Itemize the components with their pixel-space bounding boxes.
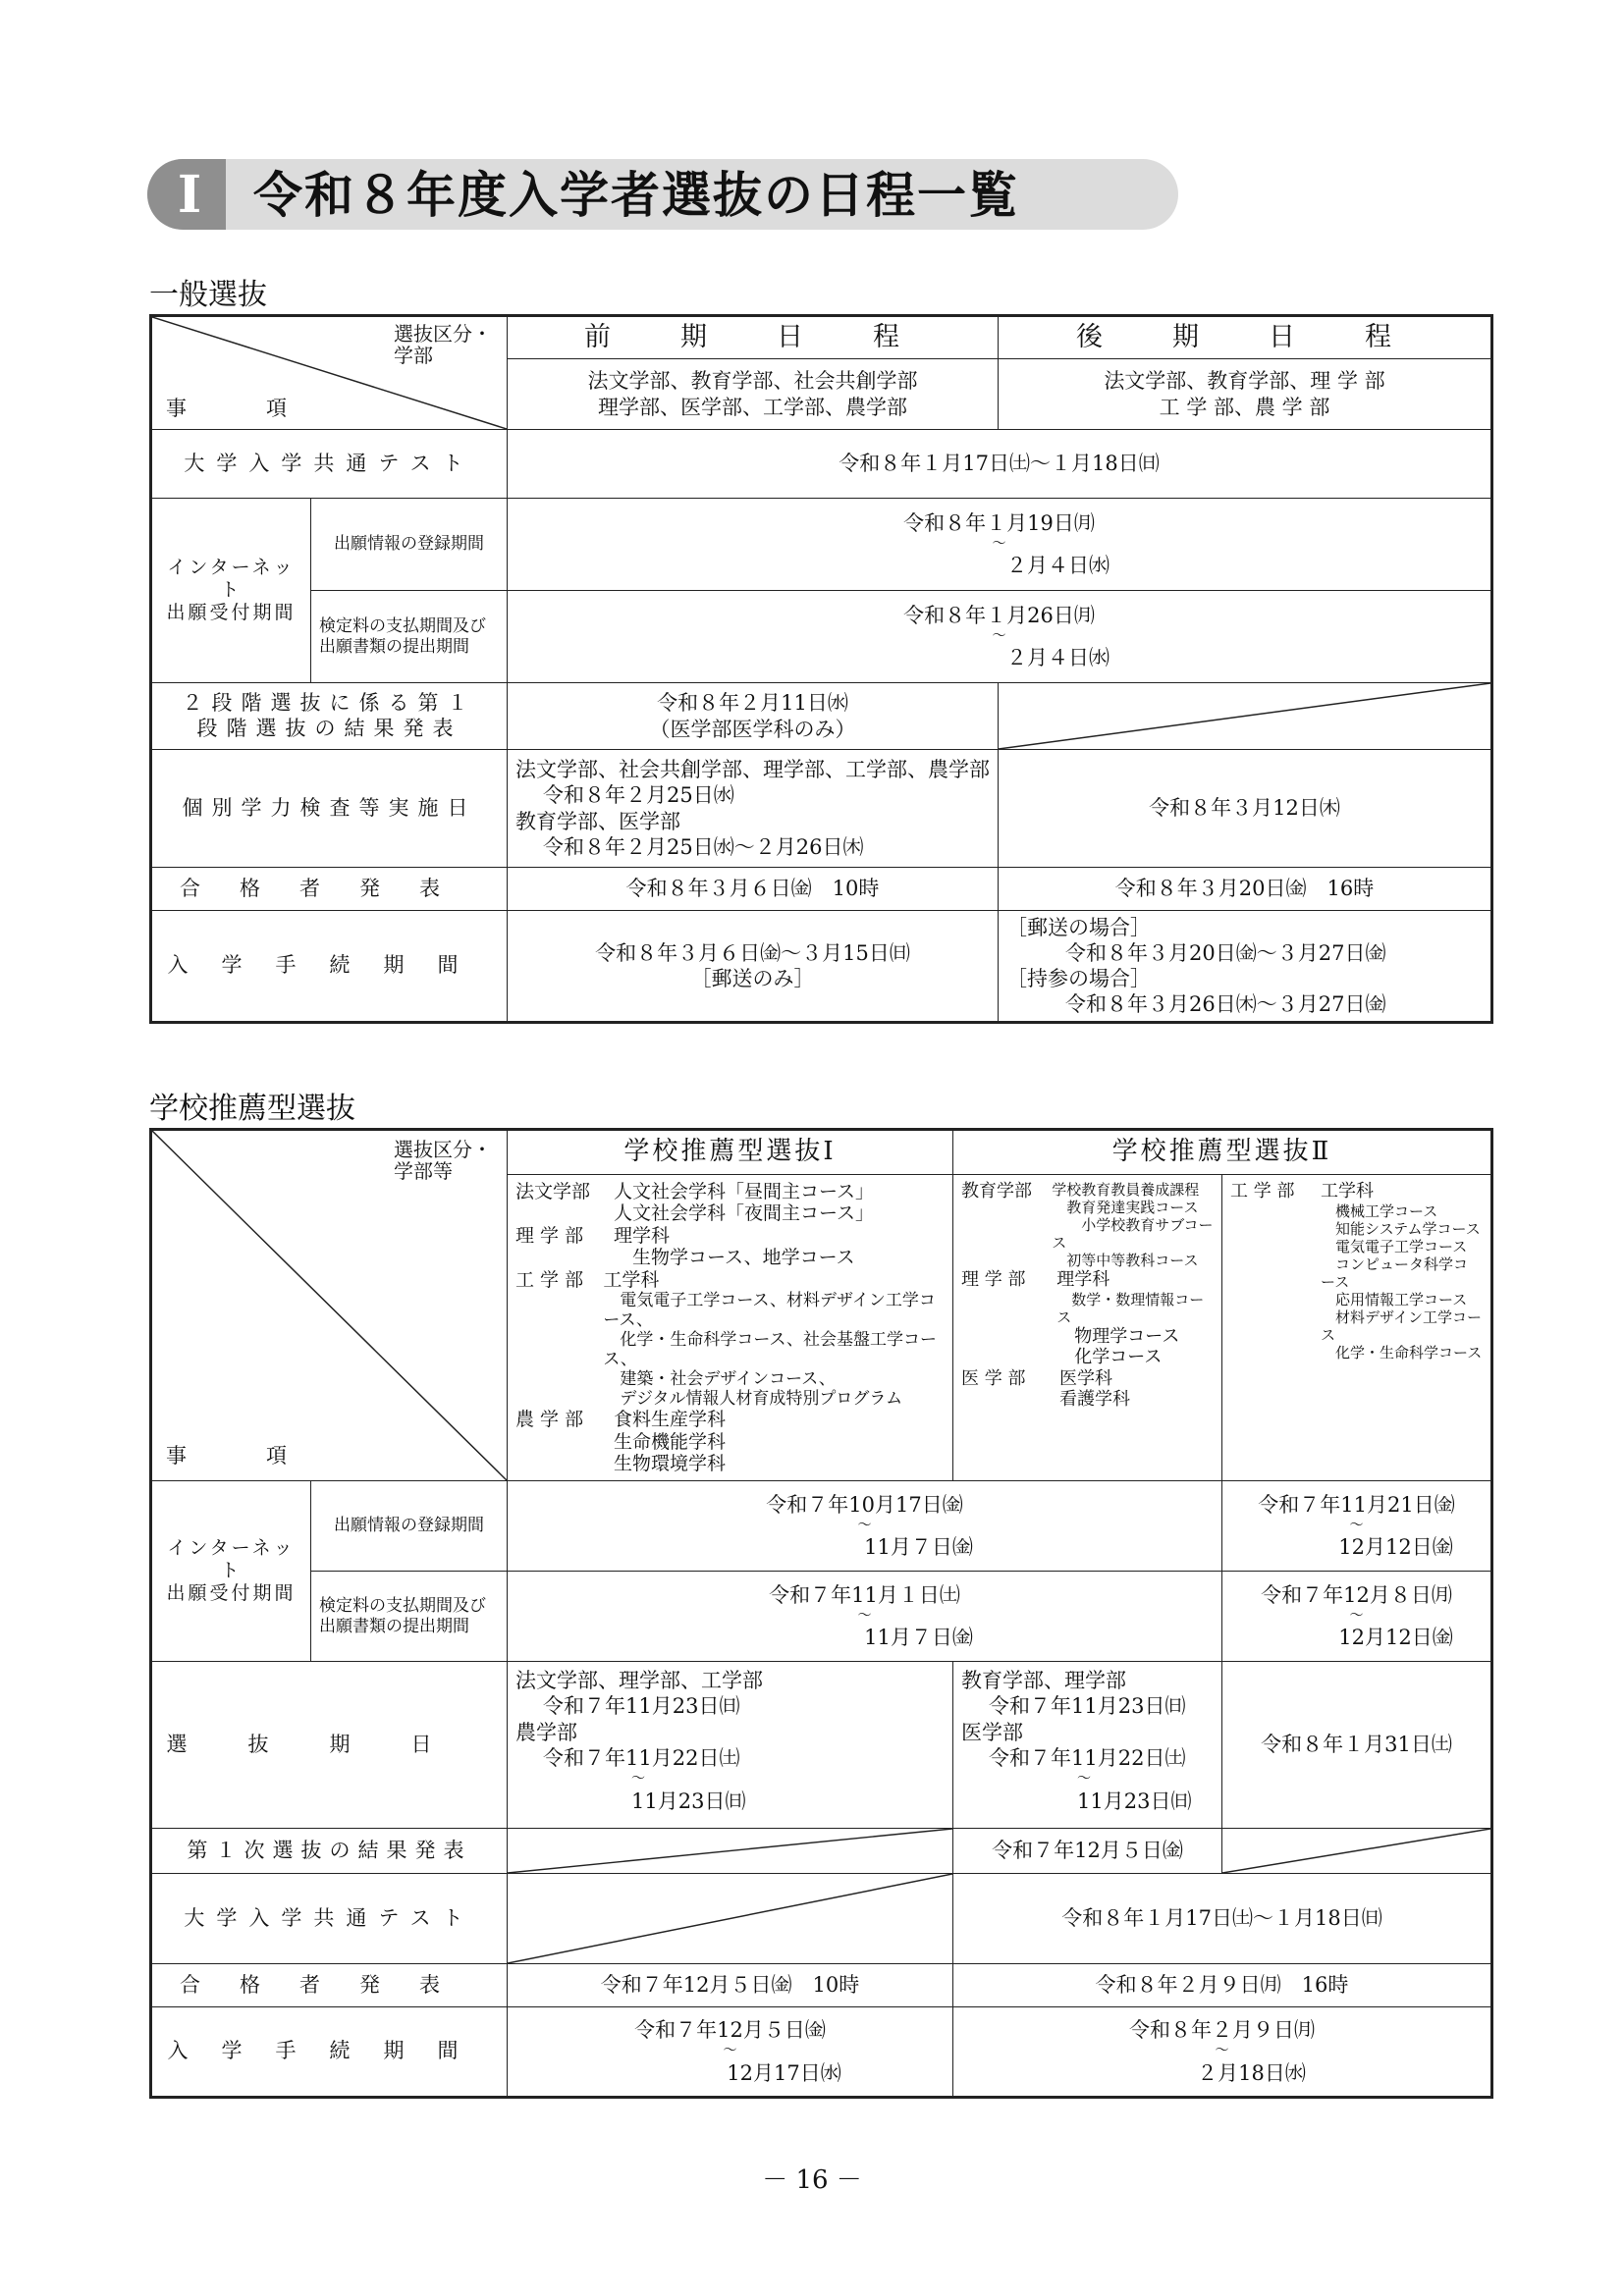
common-test-date: 令和８年１月17日㈯～１月18日㈰ — [508, 430, 1492, 499]
back-faculties: 法文学部、教育学部、理 学 部 工 学 部、農 学 部 — [999, 359, 1492, 430]
row-label-pass: 合格者発表 — [151, 868, 508, 911]
row-label-enroll: 入学手続期間 — [151, 911, 508, 1023]
school-enroll-2: 令和８年２月９日㈪ ～ ２月18日㈬ — [953, 2007, 1492, 2098]
school-pass-1: 令和７年12月５日㈮ 10時 — [508, 1964, 953, 2007]
school-enroll-1: 令和７年12月５日㈮ ～ 12月17日㈬ — [508, 2007, 953, 2098]
school-row-label-first-stage: 第１次選抜の結果発表 — [151, 1829, 508, 1874]
section-title-general: 一般選抜 — [149, 278, 267, 312]
row-label-fee: 検定料の支払期間及び 出願書類の提出期間 — [311, 591, 508, 683]
row-label-exam: 個別学力検査等実施日 — [151, 750, 508, 868]
fee-period: 令和８年１月26日㈪ ～ ２月４日㈬ — [508, 591, 1492, 683]
corner-label-category: 選抜区分・ 学部 — [394, 322, 492, 367]
school-common-test-2: 令和８年１月17日㈯～１月18日㈰ — [953, 1874, 1492, 1964]
school-first-stage-2a: 令和７年12月５日㈮ — [953, 1829, 1222, 1874]
school-row-label-select: 選抜期日 — [151, 1662, 508, 1829]
corner-label-item-school: 事 項 — [166, 1443, 316, 1468]
school-first-stage-1-empty — [508, 1829, 953, 1874]
school-first-stage-2b-empty — [1222, 1829, 1492, 1874]
row-label-two-stage: ２段階選抜に係る第１ 段階選抜の結果発表 — [151, 683, 508, 750]
exam-back: 令和８年３月12日㈭ — [999, 750, 1492, 868]
school-schedule-table — [149, 1128, 1493, 2099]
table-corner-header — [151, 316, 508, 430]
enroll-front: 令和８年３月６日㈮～３月15日㈰ ［郵送のみ］ — [508, 911, 999, 1023]
row-label-registration: 出願情報の登録期間 — [311, 499, 508, 591]
school-select-2a: 教育学部、理学部 令和７年11月23日㈰ 医学部 令和７年11月22日㈯ ～ 11月23日㈰ — [953, 1662, 1222, 1829]
pass-back: 令和８年３月20日㈮ 16時 — [999, 868, 1492, 911]
school-fee-2: 令和７年12月８日㈪ ～ 12月12日㈮ — [1222, 1572, 1492, 1662]
school-row-label-fee: 検定料の支払期間及び 出願書類の提出期間 — [311, 1572, 508, 1662]
enroll-back: ［郵送の場合］ 令和８年３月20日㈮～３月27日㈮ ［持参の場合］ 令和８年３月26日㈭～３月27日㈮ — [999, 911, 1492, 1023]
school-row-label-enroll: 入学手続期間 — [151, 2007, 508, 2098]
table-corner-header-school — [151, 1130, 508, 1481]
pass-front: 令和８年３月６日㈮ 10時 — [508, 868, 999, 911]
school-select-1: 法文学部、理学部、工学部 令和７年11月23日㈰ 農学部 令和７年11月22日㈯ ～ 11月23日㈰ — [508, 1662, 953, 1829]
school-row-label-pass: 合格者発表 — [151, 1964, 508, 2007]
school-row-label-internet: インターネット 出願受付期間 — [151, 1481, 311, 1662]
section-title-school: 学校推薦型選抜 — [149, 1092, 355, 1126]
type2-faculties-a: 教育学部 学校教育教員養成課程 教育発達実践コース 小学校教育サブコース 初等中等教科コース 理 学 部 理学科 数学・数理情報コース 物理学コース 化学コース 医 学 部 医学科 看護学科 — [953, 1175, 1222, 1481]
school-registration-1: 令和７年10月17日㈮ ～ 11月７日㈮ — [508, 1481, 1222, 1572]
column-header-back: 後 期 日 程 — [999, 316, 1492, 359]
school-row-label-registration: 出願情報の登録期間 — [311, 1481, 508, 1572]
school-registration-2: 令和７年11月21日㈮ ～ 12月12日㈮ — [1222, 1481, 1492, 1572]
school-select-2b: 令和８年１月31日㈯ — [1222, 1662, 1492, 1829]
school-fee-1: 令和７年11月１日㈯ ～ 11月７日㈮ — [508, 1572, 1222, 1662]
corner-label-item: 事 項 — [166, 396, 316, 420]
two-stage-back-empty — [999, 683, 1492, 750]
page-number: － 16 － — [762, 2165, 862, 2195]
type2-faculties-b: 工 学 部 工学科 機械工学コース 知能システム学コース 電気電子工学コース コンピュータ科学コース 応用情報工学コース 材料デザイン工学コース 化学・生命科学コース — [1222, 1175, 1492, 1481]
registration-period: 令和８年１月19日㈪ ～ ２月４日㈬ — [508, 499, 1492, 591]
type1-faculties: 法文学部 人文社会学科「昼間主コース」 人文社会学科「夜間主コース」 理 学 部 理学科 生物学コース、地学コース 工 学 部 工学科 電気電子工学コース、材料デザイン工学コース、 化学・生命科学コース、社会基盤工学コース、 建築・社会デザインコース、 デジタル情報人材育成特別プログラム 農 学 部 食料生産学科 生命機能学科 生物環境学科 — [508, 1175, 953, 1481]
header-numeral: I — [177, 164, 202, 225]
two-stage-front: 令和８年２月11日㈬ （医学部医学科のみ） — [508, 683, 999, 750]
front-faculties: 法文学部、教育学部、社会共創学部 理学部、医学部、工学部、農学部 — [508, 359, 999, 430]
row-label-common-test: 大学入学共通テスト — [151, 430, 508, 499]
row-label-internet: インターネット 出願受付期間 — [151, 499, 311, 683]
column-header-front: 前 期 日 程 — [508, 316, 999, 359]
column-header-type1: 学校推薦型選抜Ⅰ — [508, 1130, 953, 1175]
exam-front: 法文学部、社会共創学部、理学部、工学部、農学部 令和８年２月25日㈬ 教育学部、医学部 令和８年２月25日㈬～２月26日㈭ — [508, 750, 999, 868]
corner-label-category-school: 選抜区分・ 学部等 — [394, 1138, 492, 1183]
school-common-test-1-empty — [508, 1874, 953, 1964]
column-header-type2: 学校推薦型選抜Ⅱ — [953, 1130, 1492, 1175]
school-row-label-common-test: 大学入学共通テスト — [151, 1874, 508, 1964]
school-pass-2: 令和８年２月９日㈪ 16時 — [953, 1964, 1492, 2007]
page-title: 令和８年度入学者選抜の日程一覧 — [253, 167, 1019, 224]
general-schedule-table — [149, 314, 1493, 1024]
